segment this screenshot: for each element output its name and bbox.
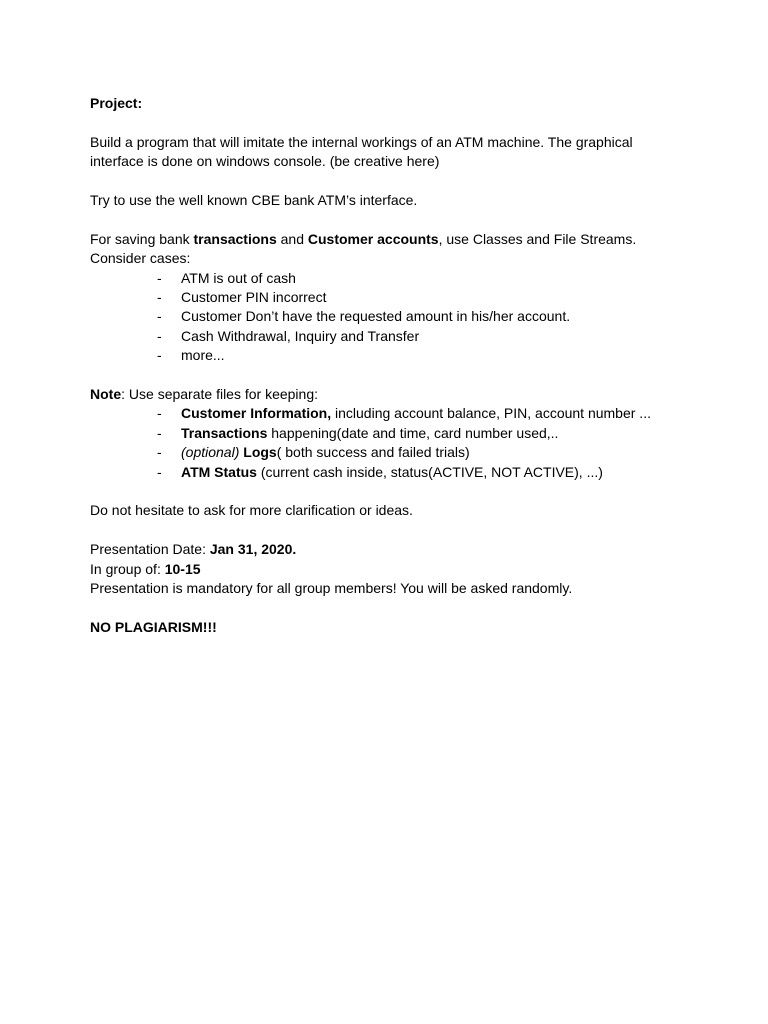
clarification-line: Do not hesitate to ask for more clarification or ideas. xyxy=(90,502,413,519)
project-heading: Project: xyxy=(90,95,143,111)
bullet-dash: - xyxy=(157,444,162,461)
note-text: : Use separate files for keeping: xyxy=(121,386,319,403)
saving-paragraph xyxy=(90,230,730,249)
logs-text: ( both success and failed trials) xyxy=(276,444,470,461)
bullet-dash: - xyxy=(157,463,162,480)
transactions-term: transactions xyxy=(193,230,277,247)
customer-accounts-term: Customer accounts xyxy=(307,230,439,247)
bullet-dash: - xyxy=(157,405,162,422)
case-list-item xyxy=(90,307,730,326)
atm-status-text: (current cash inside, status(ACTIVE, NOT ACTIVE), ...) xyxy=(256,463,603,480)
case-text: more... xyxy=(181,347,225,364)
bullet-dash: - xyxy=(157,269,162,286)
note-line xyxy=(90,385,730,404)
saving-suffix: , use Classes and File Streams. xyxy=(438,230,637,247)
presentation-date-line xyxy=(90,540,730,559)
spacer xyxy=(90,482,730,501)
case-text: ATM is out of cash xyxy=(181,269,296,286)
saving-and: and xyxy=(276,230,308,247)
consider-cases-label: Consider cases: xyxy=(90,250,191,267)
group-size-value: 10-15 xyxy=(164,560,201,577)
intro-line-2: interface is done on windows console. (be creative here) xyxy=(90,153,440,170)
group-size-label: In group of: xyxy=(90,560,165,577)
file-list-item-customer xyxy=(90,404,730,423)
case-list-item xyxy=(90,269,730,288)
spacer xyxy=(90,521,730,540)
transactions-file-text: happening(date and time, card number used,.. xyxy=(267,424,559,441)
saving-prefix: For saving bank xyxy=(90,230,194,247)
intro-line-1: Build a program that will imitate the internal workings of an ATM machine. The graphical xyxy=(90,133,633,150)
logs-term: Logs xyxy=(243,444,277,461)
mandatory-presentation-line: Presentation is mandatory for all group members! You will be asked randomly. xyxy=(90,580,573,597)
bullet-dash: - xyxy=(157,347,162,364)
spacer xyxy=(90,172,730,191)
note-label: Note xyxy=(90,386,122,403)
case-list-item xyxy=(90,346,730,365)
file-list-item-logs xyxy=(90,443,730,462)
spacer xyxy=(90,210,730,229)
no-plagiarism-warning: NO PLAGIARISM!!! xyxy=(90,618,217,635)
case-text: Cash Withdrawal, Inquiry and Transfer xyxy=(181,327,420,344)
spacer xyxy=(90,598,730,617)
case-text: Customer Don’t have the requested amount in his/her account. xyxy=(181,308,571,325)
optional-tag: (optional) xyxy=(181,444,240,461)
customer-information-term: Customer Information, xyxy=(181,405,332,422)
atm-status-term: ATM Status xyxy=(181,463,257,480)
presentation-date-label: Presentation Date: xyxy=(90,541,210,558)
case-text: Customer PIN incorrect xyxy=(181,289,327,306)
transactions-file-term: Transactions xyxy=(181,424,268,441)
bullet-dash: - xyxy=(157,327,162,344)
document-page xyxy=(90,94,730,637)
case-list-item xyxy=(90,327,730,346)
bullet-dash: - xyxy=(157,308,162,325)
file-list-item-atm-status xyxy=(90,463,730,482)
spacer xyxy=(90,113,730,132)
spacer xyxy=(90,366,730,385)
case-list-item xyxy=(90,288,730,307)
customer-information-text: including account balance, PIN, account number ... xyxy=(331,405,651,422)
group-size-line xyxy=(90,560,730,579)
bullet-dash: - xyxy=(157,424,162,441)
file-list-item-transactions xyxy=(90,424,730,443)
cbe-interface-line: Try to use the well known CBE bank ATM’s interface. xyxy=(90,192,418,208)
bullet-dash: - xyxy=(157,289,162,306)
presentation-date-value: Jan 31, 2020. xyxy=(209,541,297,558)
